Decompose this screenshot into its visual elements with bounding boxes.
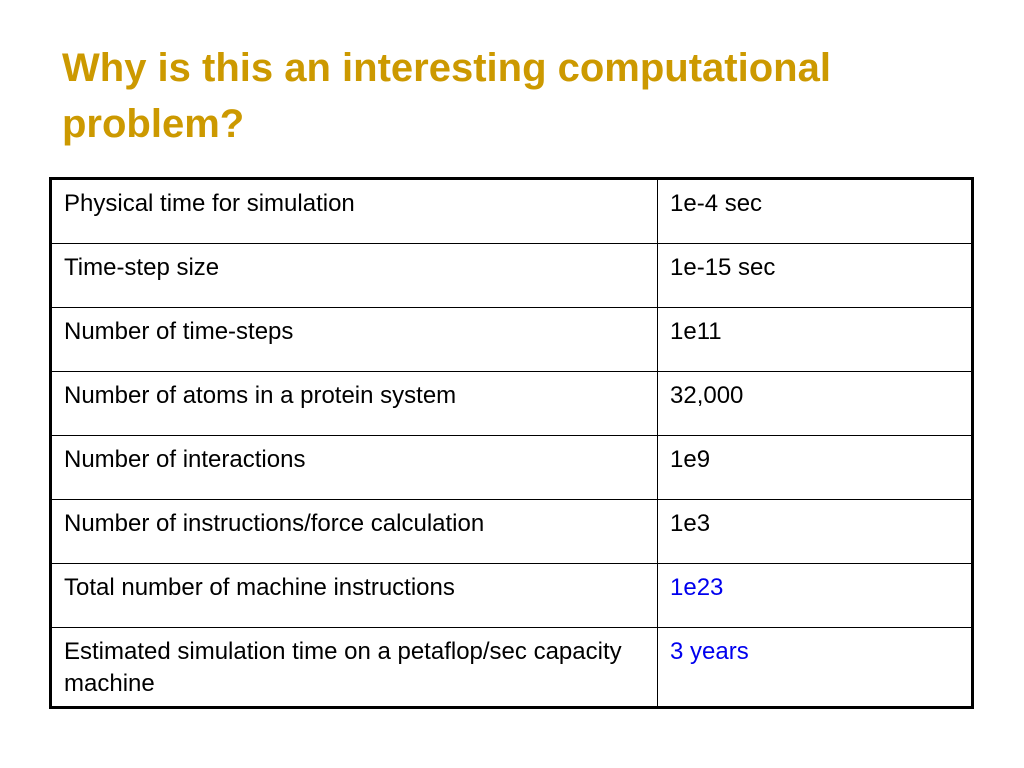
table-row bbox=[51, 179, 973, 244]
row-label: Number of interactions bbox=[51, 436, 658, 500]
slide-title: Why is this an interesting computational problem? bbox=[62, 46, 831, 146]
row-value: 32,000 bbox=[658, 372, 973, 436]
row-value: 1e-4 sec bbox=[658, 179, 973, 244]
row-value: 1e9 bbox=[658, 436, 973, 500]
row-label: Number of atoms in a protein system bbox=[51, 372, 658, 436]
table-row bbox=[51, 628, 973, 708]
row-label: Number of time-steps bbox=[51, 308, 658, 372]
table-row bbox=[51, 244, 973, 308]
row-label: Total number of machine instructions bbox=[51, 564, 658, 628]
table-row bbox=[51, 436, 973, 500]
table-row bbox=[51, 564, 973, 628]
row-value: 1e-15 sec bbox=[658, 244, 973, 308]
row-label: Time-step size bbox=[51, 244, 658, 308]
row-value-highlighted: 3 years bbox=[658, 628, 973, 708]
simulation-facts-table bbox=[49, 177, 974, 709]
row-label: Number of instructions/force calculation bbox=[51, 500, 658, 564]
row-value: 1e11 bbox=[658, 308, 973, 372]
table-row bbox=[51, 308, 973, 372]
row-label: Estimated simulation time on a petaflop/sec capacity machine bbox=[51, 628, 658, 708]
row-value: 1e3 bbox=[658, 500, 973, 564]
table-row bbox=[51, 372, 973, 436]
row-label: Physical time for simulation bbox=[51, 179, 658, 244]
row-value-highlighted: 1e23 bbox=[658, 564, 973, 628]
table-row bbox=[51, 500, 973, 564]
